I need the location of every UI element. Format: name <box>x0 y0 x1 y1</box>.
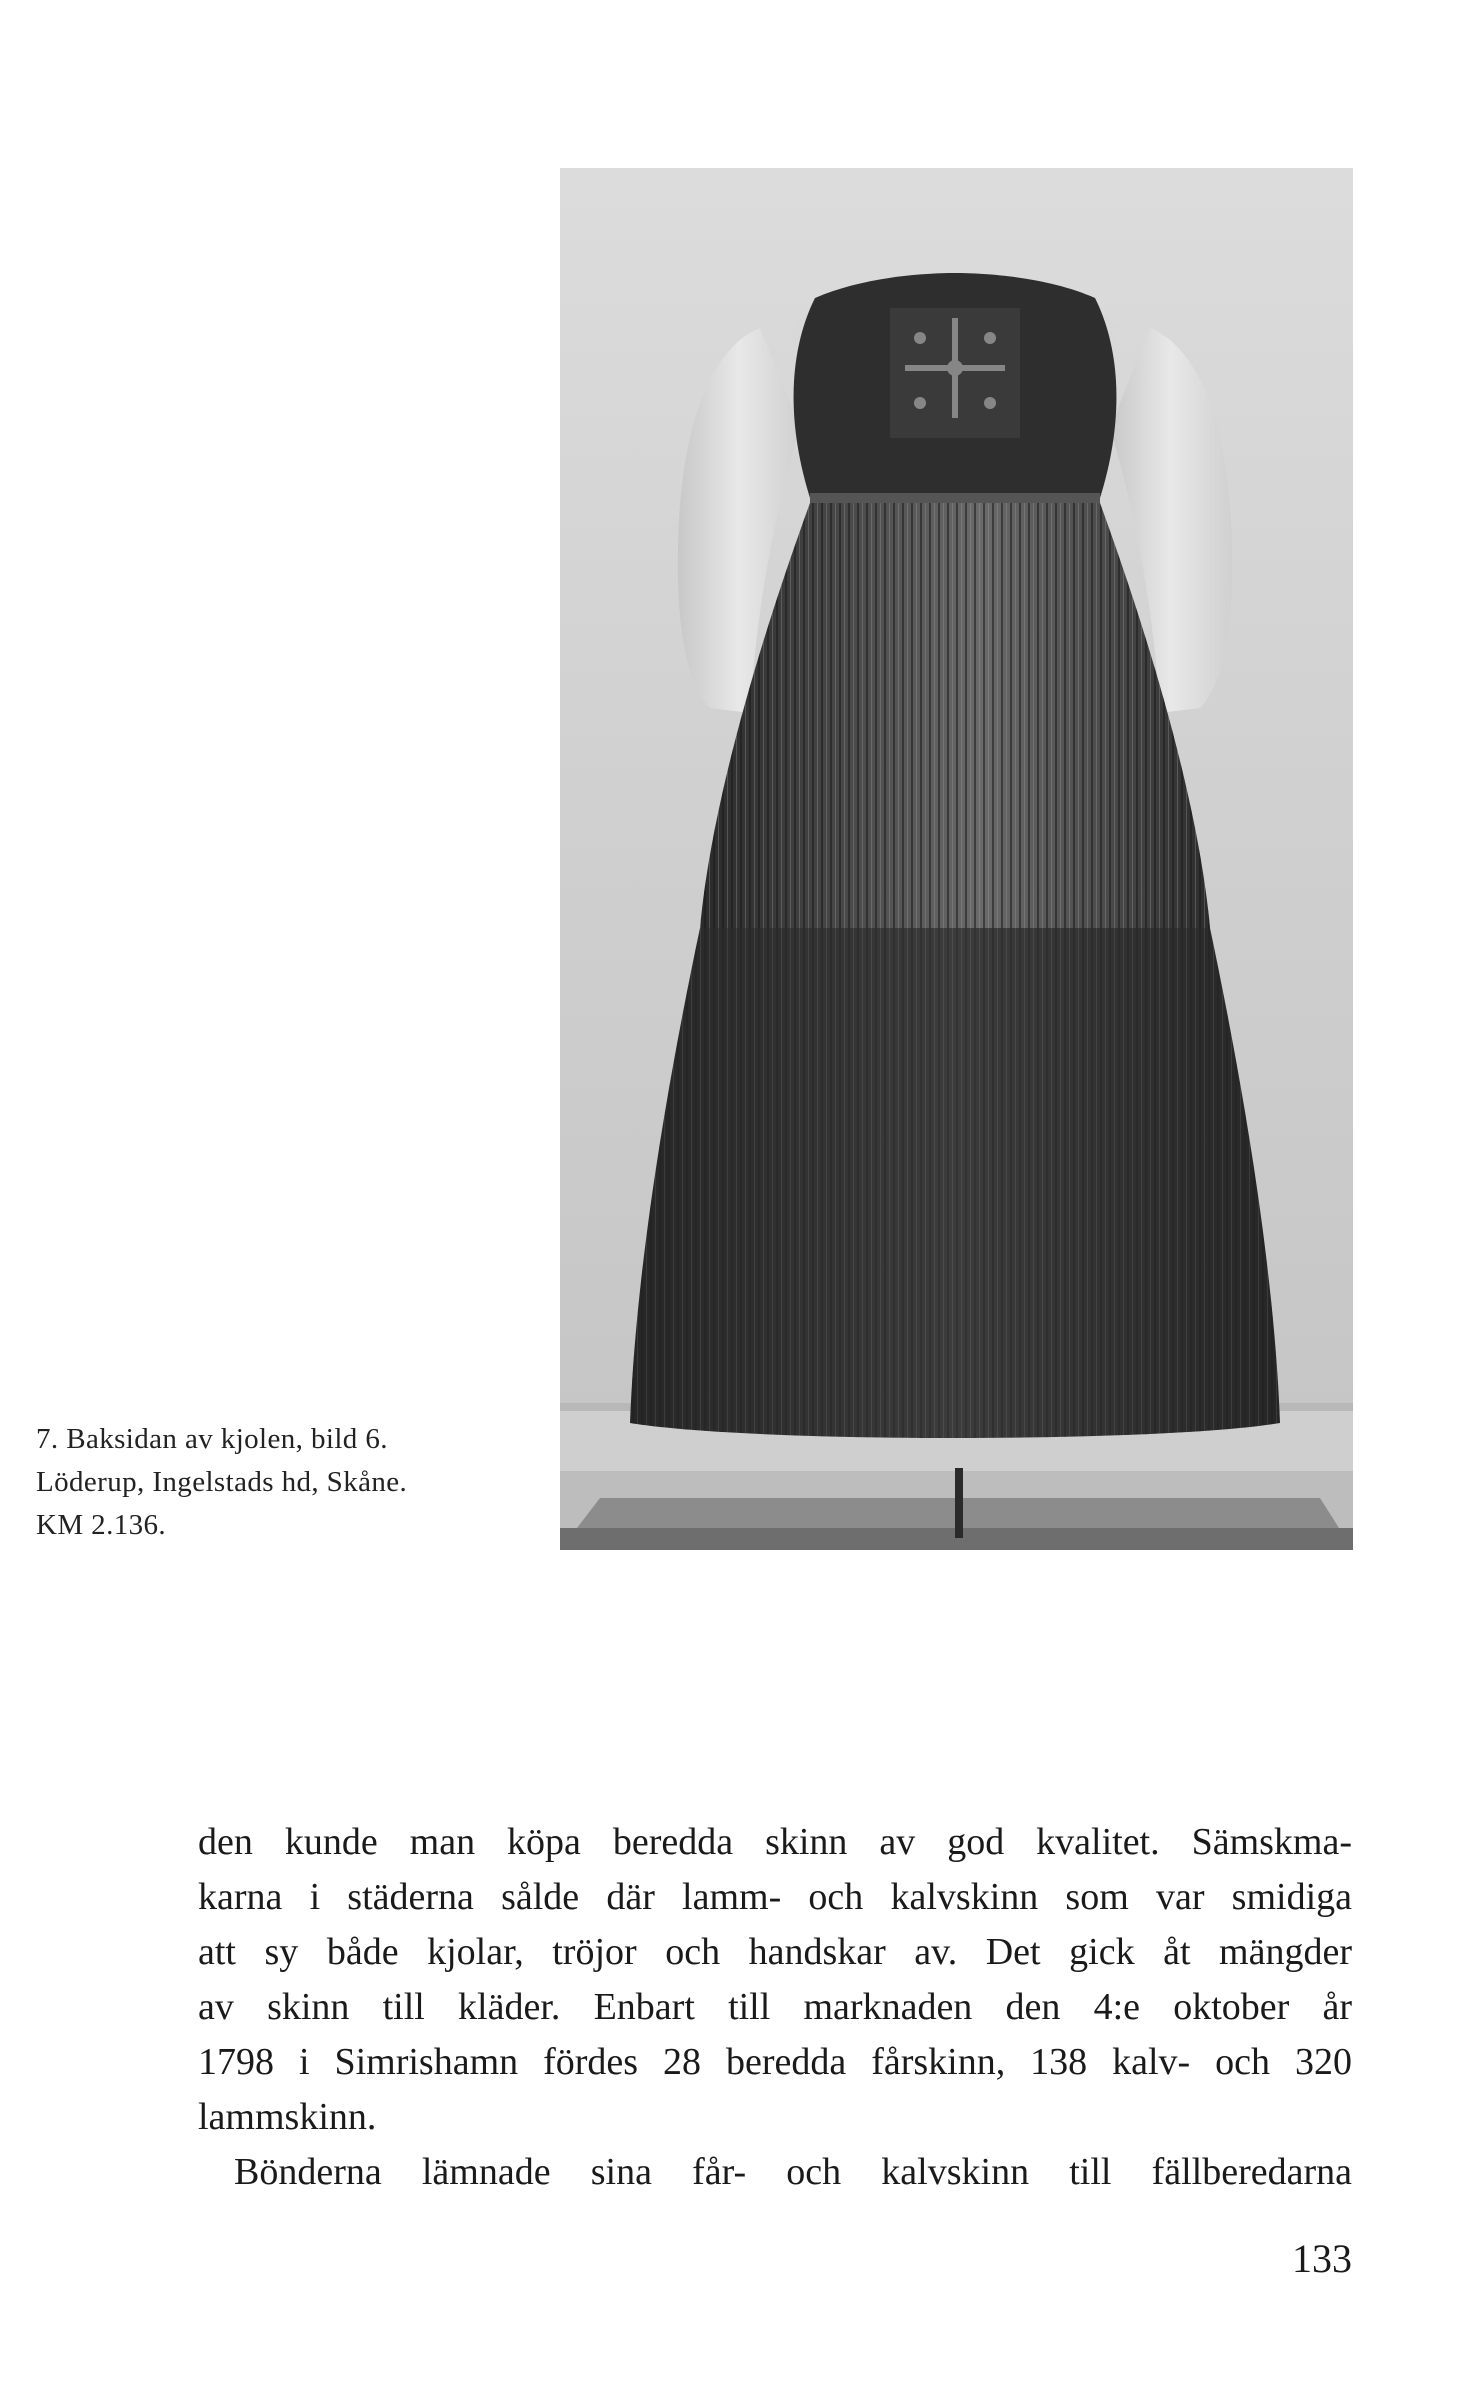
body-line: av skinn till kläder. Enbart till marknaden den 4:e oktober år <box>198 1986 1352 2028</box>
body-line: lammskinn. <box>198 2096 377 2138</box>
body-paragraph <box>198 1815 1352 2200</box>
caption-line: KM 2.136. <box>36 1509 167 1541</box>
page-number: 133 <box>1292 2236 1352 2281</box>
body-line: Bönderna lämnade sina får- och kalvskinn till fällberedarna <box>234 2151 1352 2193</box>
body-line: 1798 i Simrishamn fördes 28 beredda fårskinn, 138 kalv- och 320 <box>198 2041 1352 2083</box>
garment-photograph <box>560 168 1353 1550</box>
figure-caption <box>36 1418 536 1547</box>
caption-line: Löderup, Ingelstads hd, Skåne. <box>36 1466 408 1498</box>
body-line: den kunde man köpa beredda skinn av god kvalitet. Sämskma- <box>198 1821 1352 1863</box>
body-line: att sy både kjolar, tröjor och handskar av. Det gick åt mängder <box>198 1931 1352 1973</box>
body-line: karna i städerna sålde där lamm- och kalvskinn som var smidiga <box>198 1876 1352 1918</box>
caption-line: 7. Baksidan av kjolen, bild 6. <box>36 1423 388 1455</box>
